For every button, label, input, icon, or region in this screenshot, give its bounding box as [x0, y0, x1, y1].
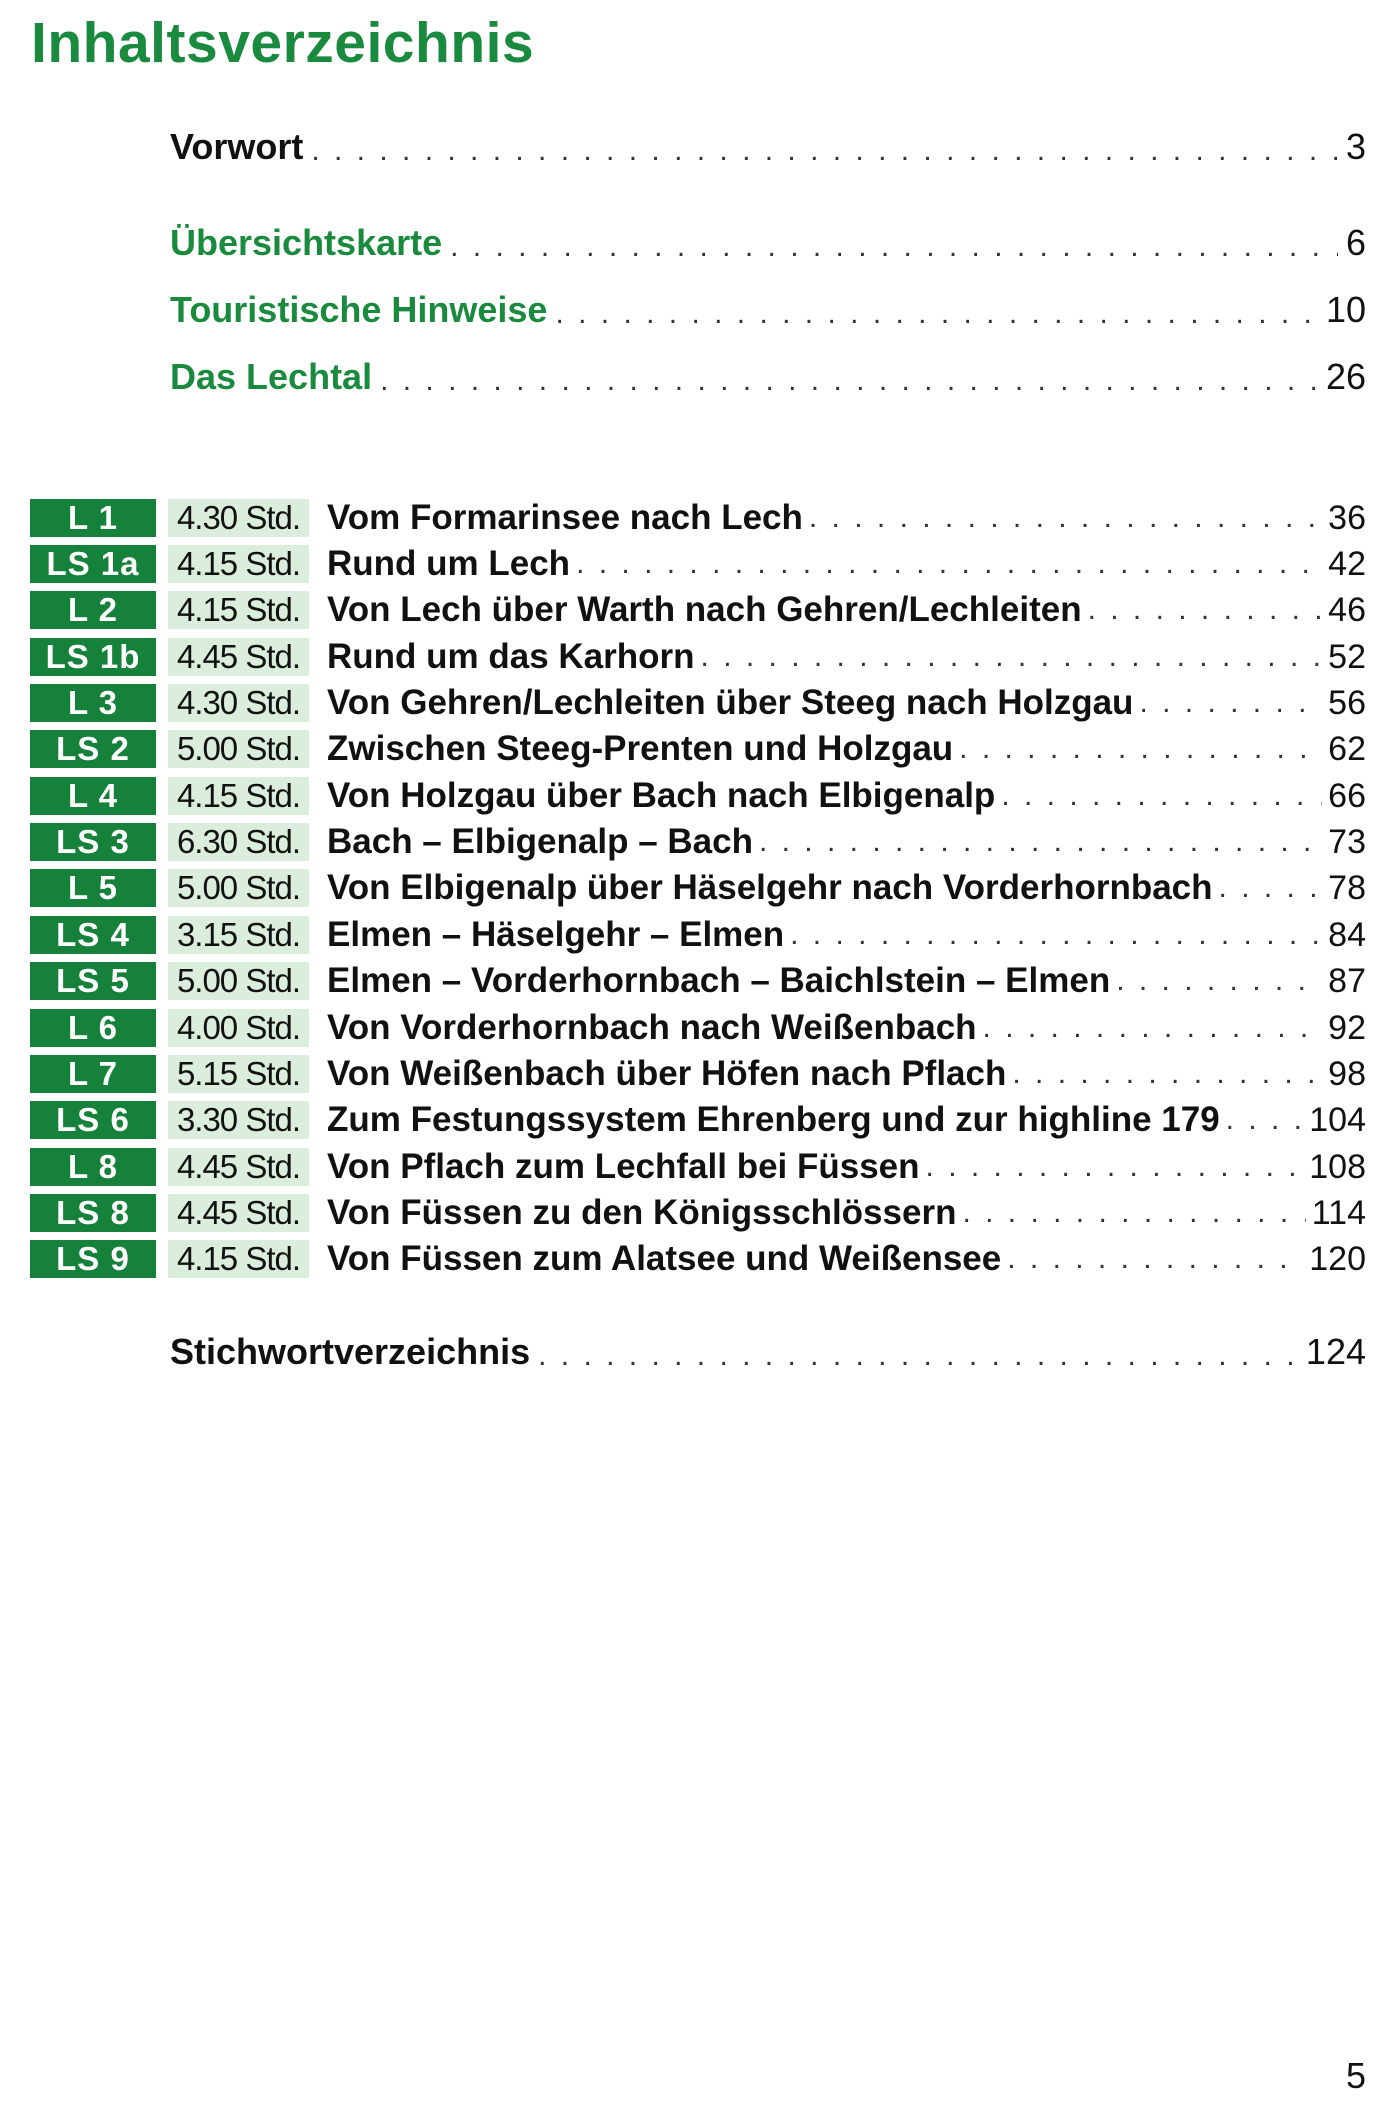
route-title: Von Holzgau über Bach nach Elbigenalp	[327, 776, 996, 815]
route-row[interactable]	[30, 1009, 1366, 1047]
route-page: 84	[1328, 915, 1366, 954]
route-duration: 3.30 Std.	[168, 1101, 309, 1139]
leader-dots	[926, 1150, 1304, 1184]
route-duration: 4.45 Std.	[168, 1148, 309, 1186]
toc-entry-page: 124	[1305, 1331, 1366, 1372]
route-title: Bach – Elbigenalp – Bach	[327, 822, 753, 861]
route-page: 92	[1328, 1008, 1366, 1047]
route-duration: 4.15 Std.	[168, 777, 309, 815]
leader-dots	[962, 1196, 1305, 1230]
page-number: 5	[1345, 2055, 1366, 2096]
route-page: 66	[1328, 776, 1366, 815]
route-page: 114	[1311, 1193, 1366, 1232]
route-page: 120	[1309, 1239, 1366, 1278]
route-duration: 4.15 Std.	[168, 1240, 309, 1278]
route-page: 52	[1328, 637, 1366, 676]
route-row[interactable]	[30, 1148, 1366, 1186]
toc-entry-label: Touristische Hinweise	[170, 289, 548, 330]
route-duration: 5.00 Std.	[168, 730, 309, 768]
route-duration: 4.00 Std.	[168, 1009, 309, 1047]
toc-entry-page: 3	[1345, 126, 1366, 167]
leader-dots	[1116, 964, 1322, 998]
page-title: Inhaltsverzeichnis	[31, 11, 535, 75]
leader-dots	[759, 825, 1322, 859]
leader-dots	[1007, 1242, 1303, 1276]
route-code-badge: LS 8	[30, 1194, 156, 1232]
route-code-badge: LS 9	[30, 1240, 156, 1278]
route-title: Rund um Lech	[327, 544, 571, 583]
route-page: 78	[1328, 868, 1366, 907]
route-row[interactable]	[30, 1055, 1366, 1093]
route-title: Von Gehren/Lechleiten über Steeg nach Holzgau	[327, 683, 1134, 722]
route-row[interactable]	[30, 684, 1366, 722]
route-duration: 5.15 Std.	[168, 1055, 309, 1093]
route-page: 108	[1309, 1147, 1366, 1186]
route-duration: 3.15 Std.	[168, 916, 309, 954]
leader-dots	[701, 640, 1323, 674]
route-duration: 4.15 Std.	[168, 545, 309, 583]
leader-dots	[450, 230, 1338, 264]
route-title: Von Vorderhornbach nach Weißenbach	[327, 1008, 977, 1047]
toc-entry-label: Übersichtskarte	[170, 222, 443, 263]
toc-entry-uebersichtskarte[interactable]	[170, 218, 1366, 264]
leader-dots	[576, 547, 1322, 581]
toc-entry-label: Stichwortverzeichnis	[170, 1331, 531, 1372]
route-code-badge: LS 1b	[30, 638, 156, 676]
leader-dots	[1226, 1103, 1304, 1137]
route-code-badge: LS 4	[30, 916, 156, 954]
toc-entry-touristische-hinweise[interactable]	[170, 285, 1366, 331]
route-duration: 4.45 Std.	[168, 1194, 309, 1232]
route-title: Von Füssen zum Alatsee und Weißensee	[327, 1239, 1002, 1278]
route-code-badge: L 2	[30, 591, 156, 629]
toc-entry-page: 26	[1325, 356, 1366, 397]
toc-entry-stichwortverzeichnis[interactable]	[170, 1327, 1366, 1373]
route-title: Von Elbigenalp über Häselgehr nach Vorderhornbach	[327, 868, 1213, 907]
route-code-badge: L 5	[30, 869, 156, 907]
route-row[interactable]	[30, 499, 1366, 537]
route-duration: 6.30 Std.	[168, 823, 309, 861]
leader-dots	[555, 297, 1318, 331]
route-title: Von Pflach zum Lechfall bei Füssen	[327, 1147, 920, 1186]
route-row[interactable]	[30, 1101, 1366, 1139]
route-code-badge: LS 2	[30, 730, 156, 768]
route-page: 87	[1328, 961, 1366, 1000]
toc-entry-vorwort[interactable]	[170, 122, 1366, 168]
leader-dots	[538, 1339, 1298, 1373]
route-title: Zwischen Steeg-Prenten und Holzgau	[327, 729, 954, 768]
route-row[interactable]	[30, 823, 1366, 861]
route-duration: 4.30 Std.	[168, 499, 309, 537]
route-page: 42	[1328, 544, 1366, 583]
route-duration: 4.45 Std.	[168, 638, 309, 676]
leader-dots	[1088, 593, 1323, 627]
route-duration: 4.30 Std.	[168, 684, 309, 722]
leader-dots	[380, 364, 1318, 398]
route-row[interactable]	[30, 916, 1366, 954]
route-code-badge: L 7	[30, 1055, 156, 1093]
route-code-badge: LS 6	[30, 1101, 156, 1139]
route-row[interactable]	[30, 545, 1366, 583]
leader-dots	[809, 501, 1322, 535]
route-title: Von Lech über Warth nach Gehren/Lechleiten	[327, 590, 1082, 629]
route-duration: 5.00 Std.	[168, 962, 309, 1000]
route-title: Elmen – Vorderhornbach – Baichlstein – Elmen	[327, 961, 1111, 1000]
leader-dots	[311, 134, 1338, 168]
route-duration: 4.15 Std.	[168, 591, 309, 629]
route-code-badge: L 6	[30, 1009, 156, 1047]
leader-dots	[1012, 1057, 1322, 1091]
route-row[interactable]	[30, 591, 1366, 629]
route-row[interactable]	[30, 638, 1366, 676]
route-code-badge: L 1	[30, 499, 156, 537]
route-code-badge: L 4	[30, 777, 156, 815]
leader-dots	[790, 918, 1322, 952]
route-row[interactable]	[30, 1194, 1366, 1232]
route-page: 62	[1328, 729, 1366, 768]
route-page: 98	[1328, 1054, 1366, 1093]
route-title: Zum Festungssystem Ehrenberg und zur highline 179	[327, 1100, 1220, 1139]
toc-entry-label: Das Lechtal	[170, 356, 373, 397]
toc-entry-label: Vorwort	[170, 126, 304, 167]
leader-dots	[1139, 686, 1322, 720]
route-code-badge: LS 3	[30, 823, 156, 861]
route-row[interactable]	[30, 869, 1366, 907]
toc-entry-page: 6	[1345, 222, 1366, 263]
route-code-badge: LS 1a	[30, 545, 156, 583]
route-title: Von Weißenbach über Höfen nach Pflach	[327, 1054, 1007, 1093]
route-duration: 5.00 Std.	[168, 869, 309, 907]
toc-entry-das-lechtal[interactable]	[170, 352, 1366, 398]
leader-dots	[1219, 871, 1323, 905]
toc-entry-page: 10	[1325, 289, 1366, 330]
route-page: 36	[1328, 498, 1366, 537]
route-row[interactable]	[30, 962, 1366, 1000]
route-row[interactable]	[30, 1240, 1366, 1278]
route-page: 56	[1328, 683, 1366, 722]
leader-dots	[983, 1011, 1323, 1045]
route-row[interactable]	[30, 730, 1366, 768]
route-title: Von Füssen zu den Königsschlössern	[327, 1193, 957, 1232]
route-row[interactable]	[30, 777, 1366, 815]
route-title: Vom Formarinsee nach Lech	[327, 498, 803, 537]
route-title: Rund um das Karhorn	[327, 637, 695, 676]
route-page: 73	[1328, 822, 1366, 861]
leader-dots	[1001, 779, 1322, 813]
route-code-badge: LS 5	[30, 962, 156, 1000]
route-page: 46	[1328, 590, 1366, 629]
route-page: 104	[1309, 1100, 1366, 1139]
route-code-badge: L 3	[30, 684, 156, 722]
route-code-badge: L 8	[30, 1148, 156, 1186]
route-title: Elmen – Häselgehr – Elmen	[327, 915, 785, 954]
leader-dots	[959, 732, 1322, 766]
